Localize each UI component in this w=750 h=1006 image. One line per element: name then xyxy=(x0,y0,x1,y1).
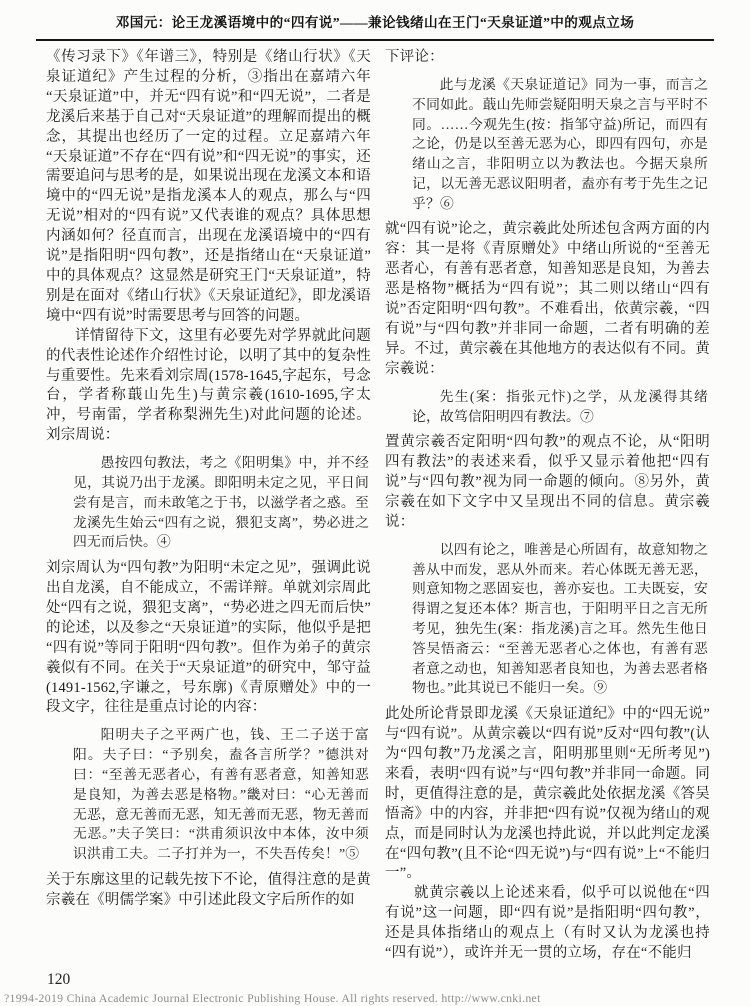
page-header xyxy=(0,0,750,35)
left-column xyxy=(46,48,371,964)
header-divider-rule xyxy=(36,39,714,41)
running-head-title: 邓国元：论王龙溪语境中的“四有说”——兼论钱绪山在王门“天泉证道”中的观点立场 xyxy=(115,15,635,30)
paragraph: 刘宗周认为“四句教”为阳明“未定之见”，强调此说出自龙溪，自不能成立，不需详辩。单就刘宗周此处“四有之说，猥犯支离”，“势必进之四无而后快”的论述，以及参之“天泉证道”的实际，他似乎是把“四有说”等同于阳明“四句教”。但作为弟子的黄宗羲似有不同。在关于“天泉证道”的研究中，邹守益(1491-1562,字谦之，号东廓)《青原赠处》中的一段文字，往往是重点讨论的内容： xyxy=(46,560,371,716)
block-quote: 先生(案：指张元忭)之学，从龙溪得其绪论，故笃信阳明四有教法。⑦ xyxy=(412,388,708,424)
right-column xyxy=(385,48,710,964)
article-body xyxy=(0,48,750,964)
paragraph: 就黄宗羲以上论述来看，似乎可以说他在“四有说”这一问题，即“四有说”是指阳明“四句教”，还是具体指绪山的观点上（有时又认为龙溪也持“四有说”），或许并无一贯的立场，存在“不能归 xyxy=(385,885,710,962)
paragraph: 下评论： xyxy=(385,49,444,65)
block-quote: 愚按四句教法，考之《阳明集》中，并不经见，其说乃出于龙溪。即阳明未定之见，平日间尝有是言，而未敢笔之于书，以滋学者之惑。至龙溪先生始云“四有之说，猥犯支离”，势必进之四无而后快。④ xyxy=(73,455,369,550)
page-number: 120 xyxy=(47,971,71,988)
block-quote: 以四有论之，唯善是心所固有，故意知物之善从中而发，恶从外而来。若心体既无善无恶，则意知物之恶固妄也，善亦妄也。工夫既妄，安得谓之复还本体？斯言也，于阳明平日之言无所考见，独先生(案：指龙溪)言之耳。然先生他日答吴悟斋云：“至善无恶者心之体也，有善有恶者意之动也，知善知恶者良知也，为善去恶者格物也。”此其说已不能归一矣。⑨ xyxy=(412,541,708,696)
paragraph: 此处所论背景即龙溪《天泉证道纪》中的“四无说”与“四有说”。从黄宗羲以“四有说”反对“四句教”(认为“四句教”乃龙溪之言，阳明那里则“无所考见”)来看，表明“四有说”与“四句教”并非同一命题。同时，更值得注意的是，黄宗羲此处依据龙溪《答吴悟斋》中的内容，并非把“四有说”仅视为绪山的观点，而是同时认为龙溪也持此说，并以此判定龙溪在“四句教”(且不论“四无说”)与“四有说”上“不能归一”。 xyxy=(385,706,710,882)
paragraph: 关于东廓这里的记载先按下不论，值得注意的是黄宗羲在《明儒学案》中引述此段文字后所作的如 xyxy=(46,871,371,908)
paragraph: 详情留待下文，这里有必要先对学界就此问题的代表性论述作介绍性讨论，以明了其中的复杂性与重要性。先来看刘宗周(1578-1645,字起东，号念台，学者称蕺山先生)与黄宗羲(1610-1695,字太冲，号南雷，学者称梨洲先生)对此问题的论述。刘宗周说： xyxy=(46,327,371,444)
paragraph: 《传习录下》《年谱三》，特别是《绪山行状》《天泉证道纪》产生过程的分析，③指出在嘉靖六年“天泉证道”中，并无“四有说”和“四无说”，二者是龙溪后来基于自己对“天泉证道”的理解而提出的概念，其提出也经历了一定的过程。立足嘉靖六年“天泉证道”不存在“四有说”和“四无说”的事实，还需要追问与思考的是，如果说出现在龙溪文本和语境中的“四无说”是指龙溪本人的观点，那么与“四无说”相对的“四有说”又代表谁的观点？具体思想内涵如何？径直而言，出现在龙溪语境中的“四有说”是指阳明“四句教”，还是指绪山在“天泉证道”中的具体观点？这显然是研究王门“天泉证道”，特别是在面对《绪山行状》《天泉证道纪》，即龙溪语境中“四有说”时需要思考与回答的问题。 xyxy=(46,49,371,324)
block-quote: 此与龙溪《天泉证道记》同为一事，而言之不同如此。蕺山先师尝疑阳明天泉之言与平时不同。……今观先生(按：指邹守益)所记，而四有之论，仍是以至善无恶为心，即四有四句，亦是绪山之言，非阳明立以为教法也。今据天泉所记，以无善无恶议阳明者，盍亦有考于先生之记乎？⑥ xyxy=(412,76,708,211)
paragraph: 置黄宗羲否定阳明“四句教”的观点不论，从“阳明四有教法”的表述来看，似乎又显示着他把“四有说”与“四句教”视为同一命题的倾向。⑧另外，黄宗羲在如下文字中又呈现出不同的信息。黄宗羲说： xyxy=(385,434,710,530)
paragraph: 就“四有说”论之，黄宗羲此处所述包含两方面的内容：其一是将《青原赠处》中绪山所说的“至善无恶者心，有善有恶者意，知善知恶是良知，为善去恶是格物”概括为“四有说”；其二则以绪山“四有说”否定阳明“四句教”。不难看出，依黄宗羲，“四有说”与“四句教”并非同一命题，二者有明确的差异。不过，黄宗羲在其他地方的表达似有不同。黄宗羲说： xyxy=(385,221,710,377)
copyright-notice: ?1994-2019 China Academic Journal Electronic Publishing House. All rights reserved. http://www.cnki.net xyxy=(4,991,541,1005)
block-quote: 阳明夫子之平两广也，钱、王二子送于富阳。夫子曰：“予别矣，盍各言所学？”德洪对曰：“至善无恶者心，有善有恶者意，知善知恶是良知，为善去恶是格物。”畿对曰：“心无善而无恶，意无善而无恶，知无善而无恶，物无善而无恶。”夫子笑曰：“洪甫须识汝中本体，汝中须识洪甫工夫。二子打并为一，不失吾传矣！”⑤ xyxy=(73,727,369,862)
